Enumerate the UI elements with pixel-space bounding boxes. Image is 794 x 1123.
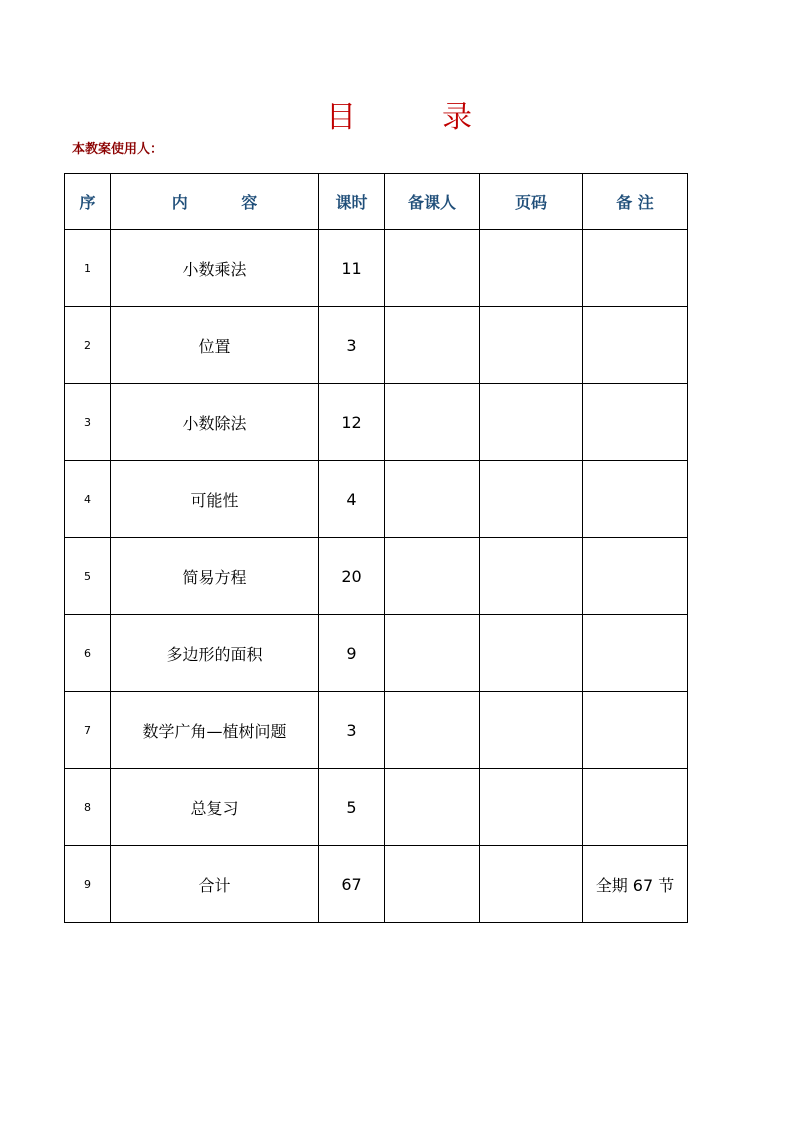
- cell-page: [480, 461, 583, 538]
- cell-seq: 5: [65, 538, 111, 615]
- cell-seq: 3: [65, 384, 111, 461]
- cell-content: 小数乘法: [111, 230, 319, 307]
- cell-page: [480, 538, 583, 615]
- cell-page: [480, 692, 583, 769]
- cell-remark: [583, 307, 688, 384]
- cell-page: [480, 307, 583, 384]
- header-content: 内 容: [111, 174, 319, 230]
- cell-content: 位置: [111, 307, 319, 384]
- cell-content: 多边形的面积: [111, 615, 319, 692]
- cell-preparer: [385, 615, 480, 692]
- cell-content: 数学广角—植树问题: [111, 692, 319, 769]
- cell-page: [480, 769, 583, 846]
- table-row: [65, 307, 688, 384]
- lesson-plan-user-label: 本教案使用人：: [72, 142, 164, 157]
- cell-preparer: [385, 846, 480, 923]
- cell-seq: 2: [65, 307, 111, 384]
- header-remark: 备 注: [583, 174, 688, 230]
- cell-remark: [583, 615, 688, 692]
- cell-content: 合计: [111, 846, 319, 923]
- cell-page: [480, 846, 583, 923]
- cell-remark: [583, 230, 688, 307]
- cell-hours: 11: [319, 230, 385, 307]
- table-row: [65, 230, 688, 307]
- table-row-total: [65, 846, 688, 923]
- cell-seq: 6: [65, 615, 111, 692]
- cell-hours: 20: [319, 538, 385, 615]
- table-row: [65, 538, 688, 615]
- header-hours: 课时: [319, 174, 385, 230]
- cell-content: 可能性: [111, 461, 319, 538]
- cell-content: 总复习: [111, 769, 319, 846]
- cell-preparer: [385, 307, 480, 384]
- document-title: [0, 96, 794, 140]
- table-header-row: [65, 174, 688, 230]
- cell-seq: 8: [65, 769, 111, 846]
- cell-seq: 7: [65, 692, 111, 769]
- cell-page: [480, 615, 583, 692]
- cell-hours: 5: [319, 769, 385, 846]
- table-row: [65, 615, 688, 692]
- header-preparer: 备课人: [385, 174, 480, 230]
- cell-remark: 全期 67 节: [583, 846, 688, 923]
- cell-preparer: [385, 461, 480, 538]
- cell-seq: 4: [65, 461, 111, 538]
- cell-seq: 9: [65, 846, 111, 923]
- table-row: [65, 461, 688, 538]
- table-of-contents: [64, 173, 688, 923]
- table-row: [65, 769, 688, 846]
- cell-preparer: [385, 230, 480, 307]
- cell-content: 小数除法: [111, 384, 319, 461]
- cell-hours: 3: [319, 307, 385, 384]
- cell-remark: [583, 692, 688, 769]
- cell-remark: [583, 461, 688, 538]
- cell-page: [480, 230, 583, 307]
- header-page: 页码: [480, 174, 583, 230]
- cell-seq: 1: [65, 230, 111, 307]
- header-seq: 序: [65, 174, 111, 230]
- cell-preparer: [385, 769, 480, 846]
- cell-remark: [583, 538, 688, 615]
- cell-remark: [583, 384, 688, 461]
- title-char-1: 目: [326, 100, 356, 135]
- cell-preparer: [385, 538, 480, 615]
- table-row: [65, 384, 688, 461]
- cell-hours: 12: [319, 384, 385, 461]
- cell-hours: 67: [319, 846, 385, 923]
- cell-preparer: [385, 384, 480, 461]
- table-row: [65, 692, 688, 769]
- cell-hours: 4: [319, 461, 385, 538]
- cell-hours: 3: [319, 692, 385, 769]
- cell-page: [480, 384, 583, 461]
- title-char-2: 录: [442, 100, 472, 135]
- cell-content: 简易方程: [111, 538, 319, 615]
- cell-preparer: [385, 692, 480, 769]
- cell-remark: [583, 769, 688, 846]
- cell-hours: 9: [319, 615, 385, 692]
